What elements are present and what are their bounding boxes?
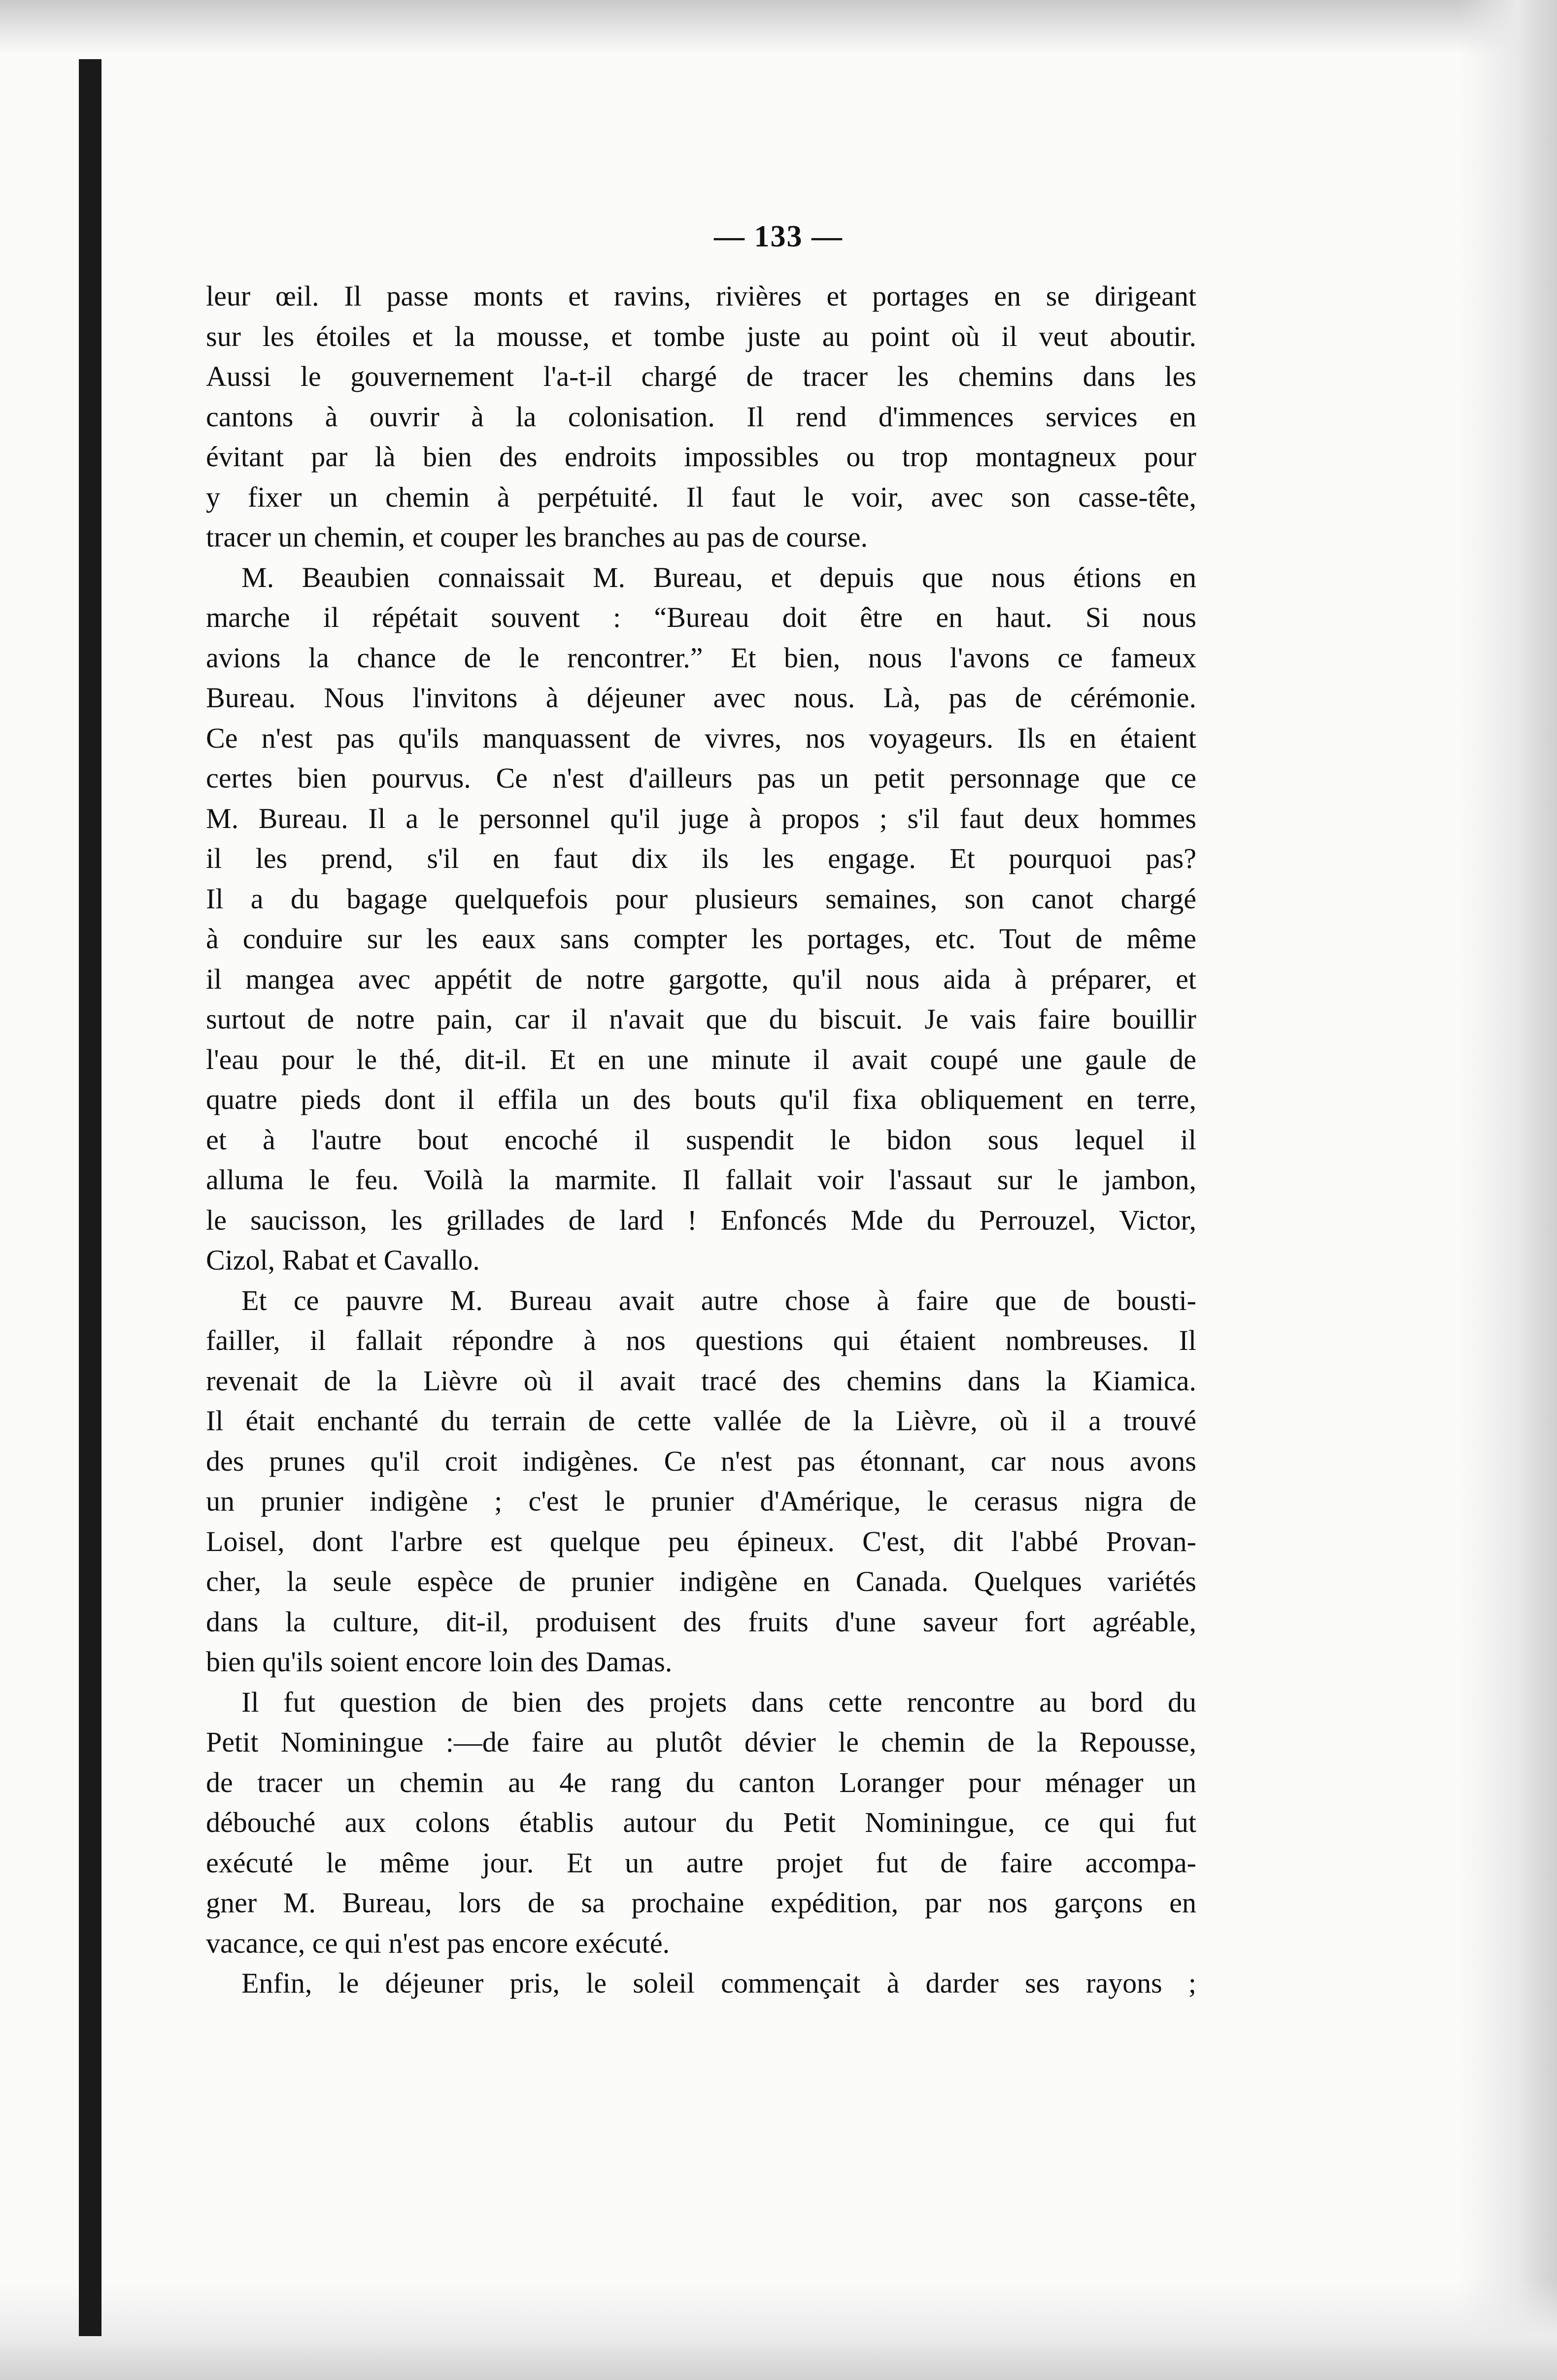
text-line: Il était enchanté du terrain de cette vallée de la Lièvre, où il a trouvé bbox=[206, 1405, 1196, 1437]
text-line: failler, il fallait répondre à nos questions qui étaient nombreuses. Il bbox=[206, 1324, 1196, 1356]
text-line: quatre pieds dont il effila un des bouts qu'il fixa obliquement en terre, bbox=[206, 1083, 1196, 1115]
text-line: Il fut question de bien des projets dans cette rencontre au bord du bbox=[241, 1686, 1196, 1718]
text-line: exécuté le même jour. Et un autre projet fut de faire accompa- bbox=[206, 1846, 1196, 1879]
text-line: y fixer un chemin à perpétuité. Il faut le voir, avec son casse-tête, bbox=[206, 481, 1196, 513]
body-text bbox=[206, 276, 1196, 2003]
text-line: débouché aux colons établis autour du Petit Nominingue, ce qui fut bbox=[206, 1806, 1196, 1838]
text-line: certes bien pourvus. Ce n'est d'ailleurs pas un petit personnage que ce bbox=[206, 762, 1196, 794]
text-line: Et ce pauvre M. Bureau avait autre chose à faire que de bousti- bbox=[241, 1284, 1196, 1316]
text-line: Petit Nominingue :—de faire au plutôt dévier le chemin de la Repousse, bbox=[206, 1726, 1196, 1758]
text-line: et à l'autre bout encoché il suspendit le bidon sous lequel il bbox=[206, 1123, 1196, 1156]
text-line: Cizol, Rabat et Cavallo. bbox=[206, 1244, 480, 1276]
text-line: surtout de notre pain, car il n'avait que du biscuit. Je vais faire bouillir bbox=[206, 1003, 1196, 1035]
text-line: cher, la seule espèce de prunier indigène en Canada. Quelques variétés bbox=[206, 1565, 1196, 1597]
text-line: il les prend, s'il en faut dix ils les engage. Et pourquoi pas? bbox=[206, 842, 1196, 874]
book-binding-edge bbox=[79, 59, 102, 2336]
text-line: évitant par là bien des endroits impossibles ou trop montagneux pour bbox=[206, 441, 1196, 473]
text-line: alluma le feu. Voilà la marmite. Il fallait voir l'assaut sur le jambon, bbox=[206, 1164, 1196, 1196]
text-line: gner M. Bureau, lors de sa prochaine expédition, par nos garçons en bbox=[206, 1887, 1196, 1919]
text-line: l'eau pour le thé, dit-il. Et en une minute il avait coupé une gaule de bbox=[206, 1043, 1196, 1075]
scan-shadow-right bbox=[1458, 0, 1557, 2380]
text-line: M. Beaubien connaissait M. Bureau, et depuis que nous étions en bbox=[241, 561, 1196, 593]
text-line: bien qu'ils soient encore loin des Damas. bbox=[206, 1646, 673, 1678]
text-line: dans la culture, dit-il, produisent des fruits d'une saveur fort agréable, bbox=[206, 1605, 1196, 1638]
text-line: Aussi le gouvernement l'a-t-il chargé de tracer les chemins dans les bbox=[206, 360, 1196, 392]
text-line: sur les étoiles et la mousse, et tombe juste au point où il veut aboutir. bbox=[206, 320, 1196, 352]
text-line: il mangea avec appétit de notre gargotte, qu'il nous aida à préparer, et bbox=[206, 963, 1196, 995]
scan-shadow-top bbox=[0, 0, 1557, 54]
text-line: M. Bureau. Il a le personnel qu'il juge à propos ; s'il faut deux hommes bbox=[206, 802, 1196, 834]
text-line: des prunes qu'il croit indigènes. Ce n'est pas étonnant, car nous avons bbox=[206, 1445, 1196, 1477]
text-line: Ce n'est pas qu'ils manquassent de vivres, nos voyageurs. Ils en étaient bbox=[206, 722, 1196, 754]
text-line: Bureau. Nous l'invitons à déjeuner avec nous. Là, pas de cérémonie. bbox=[206, 682, 1196, 714]
page-number: — 133 — bbox=[714, 220, 843, 253]
text-line: marche il répétait souvent : “Bureau doit être en haut. Si nous bbox=[206, 601, 1196, 633]
text-line: de tracer un chemin au 4e rang du canton Loranger pour ménager un bbox=[206, 1766, 1196, 1798]
text-line: revenait de la Lièvre où il avait tracé des chemins dans la Kiamica. bbox=[206, 1364, 1196, 1397]
text-line: vacance, ce qui n'est pas encore exécuté. bbox=[206, 1927, 670, 1959]
text-line: avions la chance de le rencontrer.” Et bien, nous l'avons ce fameux bbox=[206, 641, 1196, 674]
text-line: Enfin, le déjeuner pris, le soleil commençait à darder ses rayons ; bbox=[241, 1967, 1196, 1999]
text-line: à conduire sur les eaux sans compter les portages, etc. Tout de même bbox=[206, 923, 1196, 955]
text-line: cantons à ouvrir à la colonisation. Il rend d'immences services en bbox=[206, 400, 1196, 433]
text-line: le saucisson, les grillades de lard ! Enfoncés Mde du Perrouzel, Victor, bbox=[206, 1204, 1196, 1236]
text-line: Il a du bagage quelquefois pour plusieurs semaines, son canot chargé bbox=[206, 882, 1196, 915]
text-line: Loisel, dont l'arbre est quelque peu épineux. C'est, dit l'abbé Provan- bbox=[206, 1525, 1196, 1557]
text-line: tracer un chemin, et couper les branches au pas de course. bbox=[206, 521, 868, 553]
text-line: leur œil. Il passe monts et ravins, rivières et portages en se dirigeant bbox=[206, 280, 1196, 312]
scan-shadow-bottom bbox=[0, 2281, 1557, 2380]
text-line: un prunier indigène ; c'est le prunier d'Amérique, le cerasus nigra de bbox=[206, 1485, 1196, 1517]
